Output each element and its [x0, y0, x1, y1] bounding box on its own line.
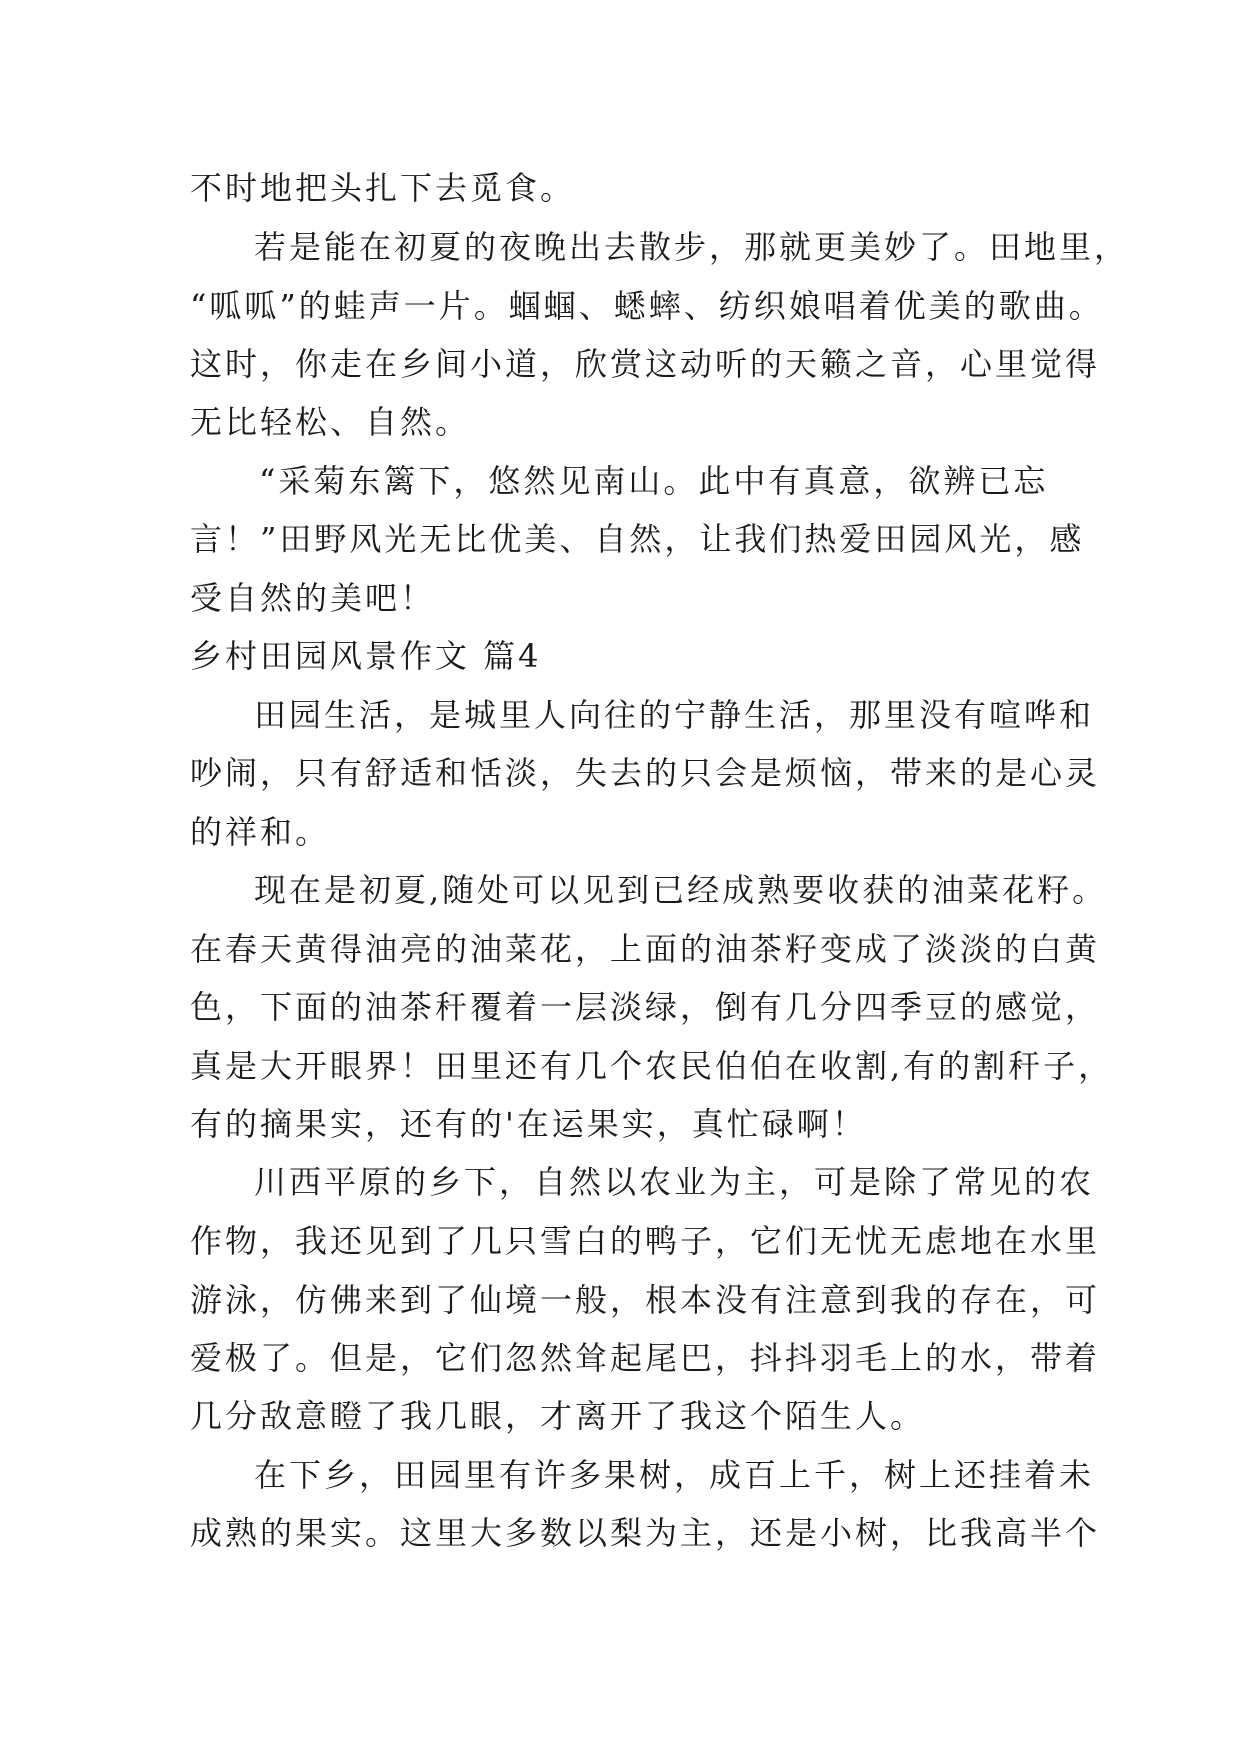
text-line: “采菊东篱下，悠然见南山。此中有真意，欲辨已忘	[259, 462, 1049, 500]
text-line: “呱呱”的蛙声一片。蝈蝈、蟋蟀、纺织娘唱着优美的歌曲。	[190, 287, 1104, 325]
text-line: 有的摘果实，还有的'在运果实，真忙碌啊！	[190, 1105, 867, 1143]
text-line: 田园生活，是城里人向往的宁静生活，那里没有喧哗和	[254, 696, 1095, 734]
text-line: 现在是初夏,随处可以见到已经成熟要收获的油菜花籽。	[254, 871, 1108, 909]
text-line: 这时，你走在乡间小道，欣赏这动听的天籁之音，心里觉得	[190, 345, 1101, 383]
text-line: 真是大开眼界！田里还有几个农民伯伯在收割,有的割秆子，	[190, 1047, 1114, 1085]
text-line: 在春天黄得油亮的油菜花，上面的油茶籽变成了淡淡的白黄	[190, 930, 1101, 968]
section-heading: 乡村田园风景作文 篇4	[190, 637, 542, 675]
text-line: 不时地把头扎下去觅食。	[190, 169, 576, 207]
text-line: 成熟的果实。这里大多数以梨为主，还是小树，比我高半个	[190, 1514, 1101, 1552]
text-line: 若是能在初夏的夜晚出去散步，那就更美妙了。田地里，	[254, 228, 1130, 266]
text-line: 几分敌意瞪了我几眼，才离开了我这个陌生人。	[190, 1397, 926, 1435]
text-line: 受自然的美吧！	[190, 579, 436, 617]
text-line: 言！”田野风光无比优美、自然，让我们热爱田园风光，感	[190, 520, 1085, 558]
text-line: 游泳，仿佛来到了仙境一般，根本没有注意到我的存在，可	[190, 1281, 1101, 1319]
text-line: 在下乡，田园里有许多果树，成百上千，树上还挂着未	[254, 1456, 1095, 1494]
text-line: 川西平原的乡下，自然以农业为主，可是除了常见的农	[254, 1163, 1095, 1201]
text-line: 色，下面的油茶秆覆着一层淡绿，倒有几分四季豆的感觉，	[190, 988, 1101, 1026]
text-line: 爱极了。但是，它们忽然耸起尾巴，抖抖羽毛上的水，带着	[190, 1339, 1101, 1377]
text-line: 无比轻松、自然。	[190, 403, 471, 441]
text-line: 吵闹，只有舒适和恬淡，失去的只会是烦恼，带来的是心灵	[190, 754, 1101, 792]
text-line: 作物，我还见到了几只雪白的鸭子，它们无忧无虑地在水里	[190, 1222, 1101, 1260]
text-line: 的祥和。	[190, 813, 331, 851]
